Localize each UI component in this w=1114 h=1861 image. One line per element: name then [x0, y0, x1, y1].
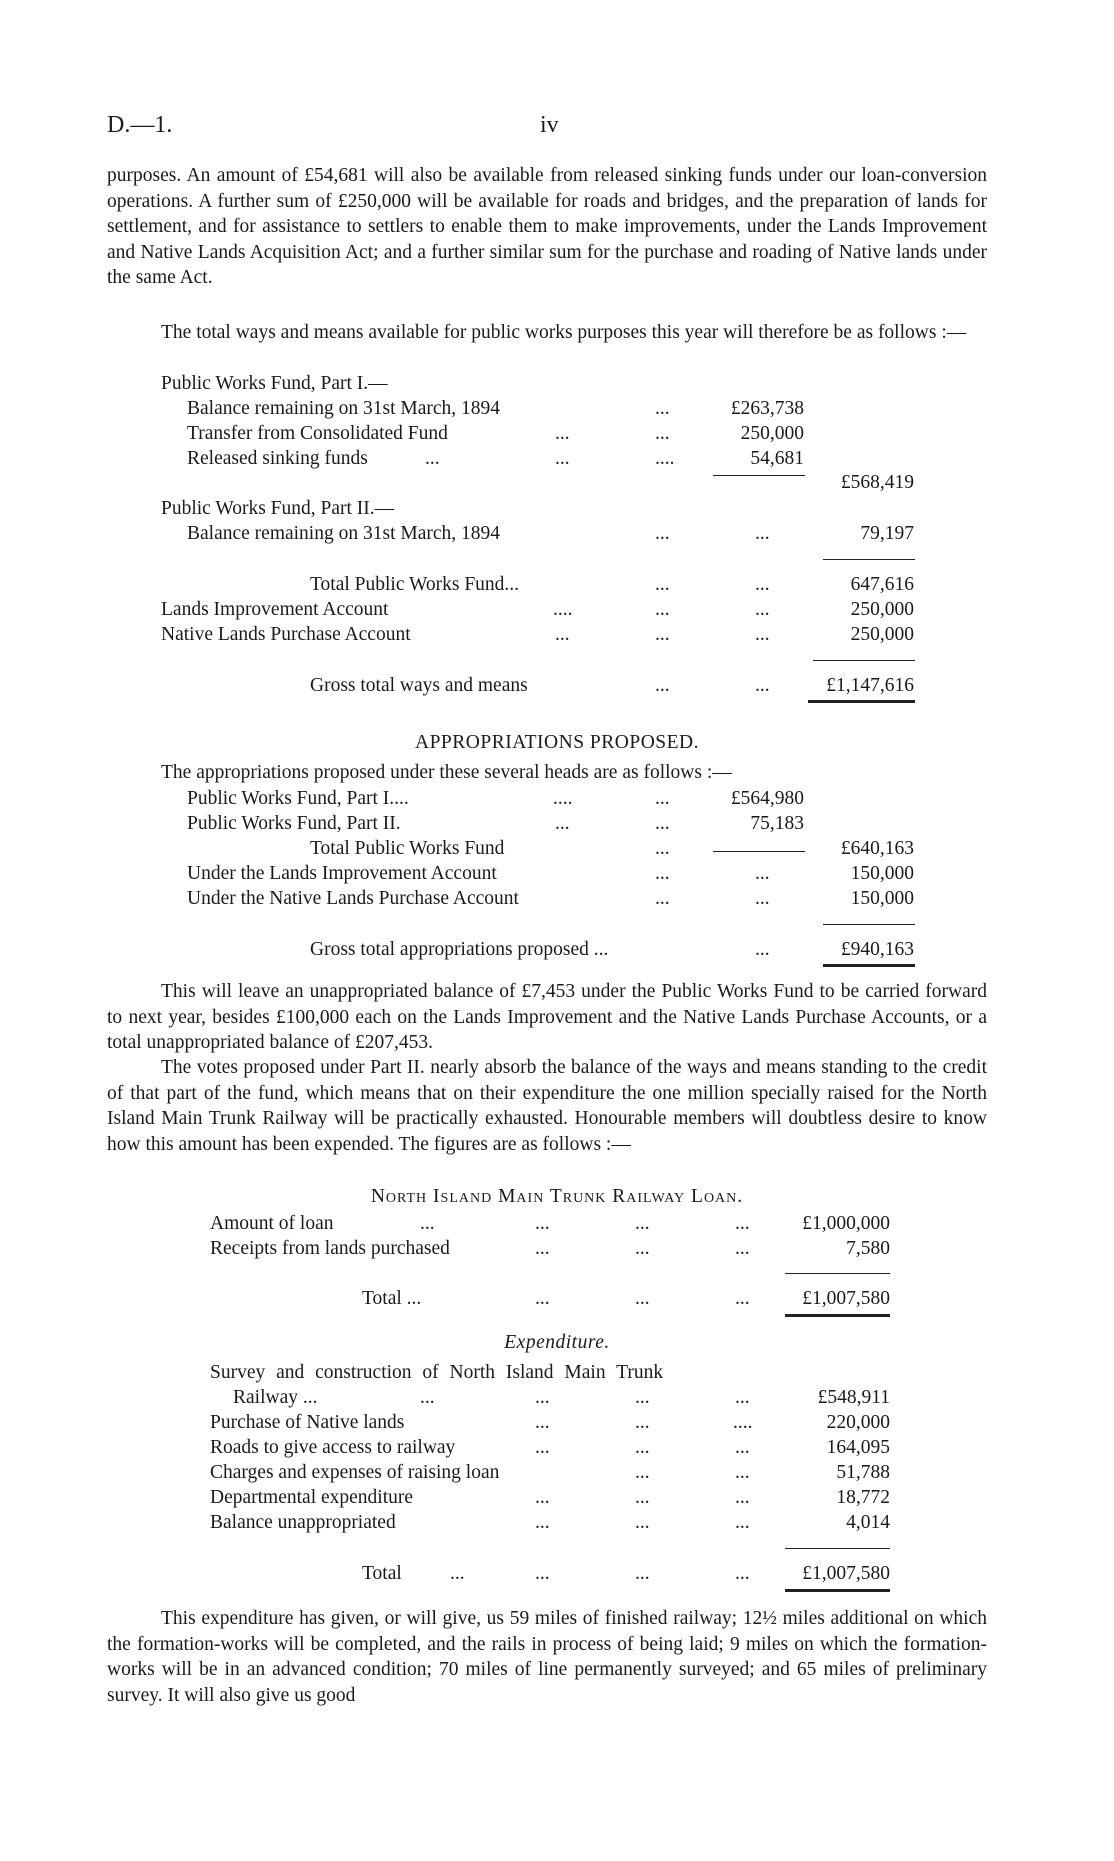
- row-label: Gross total ways and means: [310, 675, 528, 696]
- table-row: [0, 673, 1114, 699]
- table-row: [0, 1410, 1114, 1436]
- leader-dots: ...: [450, 1563, 465, 1584]
- row-label: Receipts from lands purchased: [210, 1238, 450, 1259]
- table-row: [0, 937, 1114, 963]
- row-amount: 250,000: [850, 599, 914, 620]
- row-label: Railway ...: [233, 1387, 318, 1408]
- row-label: Total: [362, 1563, 402, 1584]
- row-label: Released sinking funds: [187, 448, 368, 469]
- row-amount: 79,197: [860, 523, 914, 544]
- double-rule: [785, 1314, 890, 1317]
- leader-dots: ...: [655, 813, 670, 834]
- table-row: [0, 836, 1114, 862]
- leader-dots: ...: [655, 888, 670, 909]
- loan-heading: North Island Main Trunk Railway Loan.: [370, 1186, 744, 1207]
- leader-dots: ...: [555, 423, 570, 444]
- table-row: [0, 886, 1114, 912]
- row-amount: £1,000,000: [802, 1213, 890, 1234]
- leader-dots: ...: [735, 1462, 750, 1483]
- row-amount: 4,014: [846, 1512, 890, 1533]
- leader-dots: ....: [553, 788, 573, 809]
- expenditure-heading: Expenditure.: [504, 1332, 610, 1353]
- table-row: [0, 521, 1114, 547]
- closing-paragraph: This expenditure has given, or will give, us 59 miles of finished railway; 12½ miles additional on which the formation-works will be completed, and the rails in process of being laid; 9 miles on which the formation-works will be in an advanced condition; 70 miles of line permanently surveyed; and 65 miles of preliminary survey. It will also give us good: [107, 1608, 987, 1706]
- row-amount: £1,007,580: [802, 1288, 890, 1309]
- row-amount: £263,738: [730, 398, 804, 419]
- leader-dots: ...: [420, 1387, 435, 1408]
- table-row: [0, 1211, 1114, 1237]
- row-amount: 54,681: [750, 448, 804, 469]
- total-rule: [813, 660, 915, 661]
- part1-heading: Public Works Fund, Part I.—: [161, 373, 388, 394]
- leader-dots: ...: [655, 574, 670, 595]
- row-label: Transfer from Consolidated Fund: [187, 423, 448, 444]
- leader-dots: ...: [655, 788, 670, 809]
- table-row: [0, 1360, 1114, 1386]
- table-row: [0, 1286, 1114, 1312]
- table-row: [0, 1510, 1114, 1536]
- double-rule: [823, 964, 915, 967]
- leader-dots: ...: [535, 1238, 550, 1259]
- leader-dots: ...: [535, 1288, 550, 1309]
- leader-dots: ...: [555, 624, 570, 645]
- table-row: [0, 1561, 1114, 1587]
- row-label: Purchase of Native lands: [210, 1412, 405, 1433]
- leader-dots: ....: [655, 448, 675, 469]
- leader-dots: ...: [655, 523, 670, 544]
- leader-dots: ...: [535, 1412, 550, 1433]
- row-amount: £940,163: [840, 939, 914, 960]
- row-amount: 150,000: [850, 863, 914, 884]
- leader-dots: ...: [635, 1238, 650, 1259]
- table-row: [0, 396, 1114, 422]
- leader-dots: ...: [755, 675, 770, 696]
- leader-dots: ...: [555, 813, 570, 834]
- row-label: Total Public Works Fund: [310, 838, 505, 859]
- table-row: [0, 1236, 1114, 1262]
- row-amount: 250,000: [740, 423, 804, 444]
- appropriations-intro-row: [0, 760, 1114, 786]
- leader-dots: ...: [635, 1462, 650, 1483]
- leader-dots: ...: [755, 599, 770, 620]
- row-label: Gross total appropriations proposed ...: [310, 939, 609, 960]
- leader-dots: ...: [635, 1437, 650, 1458]
- row-amount: 647,616: [850, 574, 914, 595]
- leader-dots: ...: [755, 939, 770, 960]
- row-label: Public Works Fund, Part II.: [187, 813, 401, 834]
- row-label: Total ...: [362, 1288, 422, 1309]
- leader-dots: ....: [553, 599, 573, 620]
- table-row: [0, 1485, 1114, 1511]
- leader-dots: ...: [735, 1288, 750, 1309]
- row-label: Native Lands Purchase Account: [161, 624, 411, 645]
- leader-dots: ...: [755, 863, 770, 884]
- table-row: [0, 622, 1114, 648]
- leader-dots: ...: [735, 1563, 750, 1584]
- leader-dots: ...: [535, 1387, 550, 1408]
- total-rule: [823, 924, 915, 925]
- row-label: Under the Native Lands Purchase Account: [187, 888, 519, 909]
- leader-dots: ...: [655, 599, 670, 620]
- table-row: [0, 1460, 1114, 1486]
- leader-dots: ...: [535, 1512, 550, 1533]
- leader-dots: ...: [635, 1512, 650, 1533]
- page-number: iv: [540, 112, 559, 138]
- leader-dots: ...: [635, 1213, 650, 1234]
- leader-dots: ...: [735, 1387, 750, 1408]
- row-label: Balance unappropriated: [210, 1512, 396, 1533]
- leader-dots: ...: [735, 1238, 750, 1259]
- leader-dots: ...: [735, 1487, 750, 1508]
- leader-dots: ...: [535, 1437, 550, 1458]
- leader-dots: ...: [755, 523, 770, 544]
- part2-heading-row: [0, 496, 1114, 522]
- leader-dots: ...: [735, 1213, 750, 1234]
- table-row: [0, 786, 1114, 812]
- row-label: Charges and expenses of raising loan: [210, 1462, 500, 1483]
- leader-dots: ...: [635, 1563, 650, 1584]
- table-row: [0, 1435, 1114, 1461]
- votes-paragraph: The votes proposed under Part II. nearly absorb the balance of the ways and means standing to the credit of that part of the fund, which means that on their expenditure the one million specially raised for the North Island Main Trunk Railway will be practically exhausted. Honourable members will doubtless desire to know how this amount has been expended. The figures are as follows :—: [107, 1057, 987, 1155]
- leader-dots: ...: [655, 624, 670, 645]
- leader-dots: ...: [425, 448, 440, 469]
- row-label: Amount of loan: [210, 1213, 334, 1234]
- double-rule: [808, 700, 915, 703]
- row-label: Public Works Fund, Part I....: [187, 788, 409, 809]
- row-label: Survey and construction of North Island Main Trunk: [210, 1362, 664, 1383]
- leader-dots: ...: [655, 675, 670, 696]
- ways-intro-paragraph: The total ways and means available for public works purposes this year will therefore be as follows :—: [161, 322, 967, 343]
- row-amount: 250,000: [850, 624, 914, 645]
- row-amount: 150,000: [850, 888, 914, 909]
- leader-dots: ...: [535, 1563, 550, 1584]
- row-amount: 51,788: [836, 1462, 890, 1483]
- leader-dots: ...: [755, 624, 770, 645]
- leader-dots: ...: [735, 1437, 750, 1458]
- table-row: [0, 446, 1114, 472]
- leader-dots: ...: [635, 1288, 650, 1309]
- row-amount: £640,163: [840, 838, 914, 859]
- part1-subtotal: £568,419: [840, 472, 914, 493]
- part1-heading-row: [0, 371, 1114, 397]
- leader-dots: ...: [655, 863, 670, 884]
- row-amount: 164,095: [826, 1437, 890, 1458]
- leader-dots: ...: [655, 398, 670, 419]
- unappropriated-paragraph: This will leave an unappropriated balance of £7,453 under the Public Works Fund to be carried forward to next year, besides £100,000 each on the Lands Improvement and the Native Lands Purchase Accounts, or a total unappropriated balance of £207,453.: [107, 981, 987, 1053]
- leader-dots: ...: [555, 448, 570, 469]
- row-amount: 220,000: [826, 1412, 890, 1433]
- row-label: Roads to give access to railway: [210, 1437, 456, 1458]
- leader-dots: ...: [535, 1213, 550, 1234]
- total-rule: [823, 559, 915, 560]
- leader-dots: ...: [420, 1213, 435, 1234]
- leader-dots: ....: [733, 1412, 753, 1433]
- leader-dots: ...: [735, 1512, 750, 1533]
- total-rule: [785, 1548, 890, 1549]
- appropriations-heading: APPROPRIATIONS PROPOSED.: [415, 732, 699, 753]
- row-label: Balance remaining on 31st March, 1894: [187, 523, 500, 544]
- row-label: Total Public Works Fund...: [310, 574, 520, 595]
- document-id: D.—1.: [107, 112, 173, 138]
- double-rule: [785, 1589, 890, 1592]
- table-row: [0, 597, 1114, 623]
- leader-dots: ...: [635, 1387, 650, 1408]
- row-amount: 18,772: [836, 1487, 890, 1508]
- leader-dots: ...: [655, 423, 670, 444]
- table-row: [0, 861, 1114, 887]
- table-row: [0, 811, 1114, 837]
- table-row: [0, 421, 1114, 447]
- intro-paragraph: purposes. An amount of £54,681 will also be available from released sinking funds under our loan-conversion operations. A further sum of £250,000 will be available for roads and bridges, and the preparation of lands for settlement, and for assistance to settlers to enable them to make improvements, under the Lands Improvement and Native Lands Acquisition Act; and a further similar sum for the purchase and roading of Native lands under the same Act.: [107, 165, 987, 288]
- table-row: [0, 1385, 1114, 1411]
- row-amount: £548,911: [817, 1387, 890, 1408]
- row-amount: £1,147,616: [826, 675, 914, 696]
- total-rule: [785, 1273, 890, 1274]
- leader-dots: ...: [635, 1487, 650, 1508]
- row-label: Balance remaining on 31st March, 1894: [187, 398, 500, 419]
- part2-heading: Public Works Fund, Part II.—: [161, 498, 395, 519]
- appropriations-intro: The appropriations proposed under these several heads are as follows :—: [161, 762, 732, 783]
- row-amount: 75,183: [750, 813, 804, 834]
- row-amount: £1,007,580: [802, 1563, 890, 1584]
- leader-dots: ...: [655, 838, 670, 859]
- leader-dots: ...: [635, 1412, 650, 1433]
- leader-dots: ...: [535, 1487, 550, 1508]
- leader-dots: ...: [755, 888, 770, 909]
- row-label: Departmental expenditure: [210, 1487, 414, 1508]
- table-row: [0, 572, 1114, 598]
- row-amount: 7,580: [846, 1238, 890, 1259]
- row-label: Under the Lands Improvement Account: [187, 863, 497, 884]
- table-row: [0, 470, 1114, 496]
- row-label: Lands Improvement Account: [161, 599, 389, 620]
- leader-dots: ...: [755, 574, 770, 595]
- row-amount: £564,980: [730, 788, 804, 809]
